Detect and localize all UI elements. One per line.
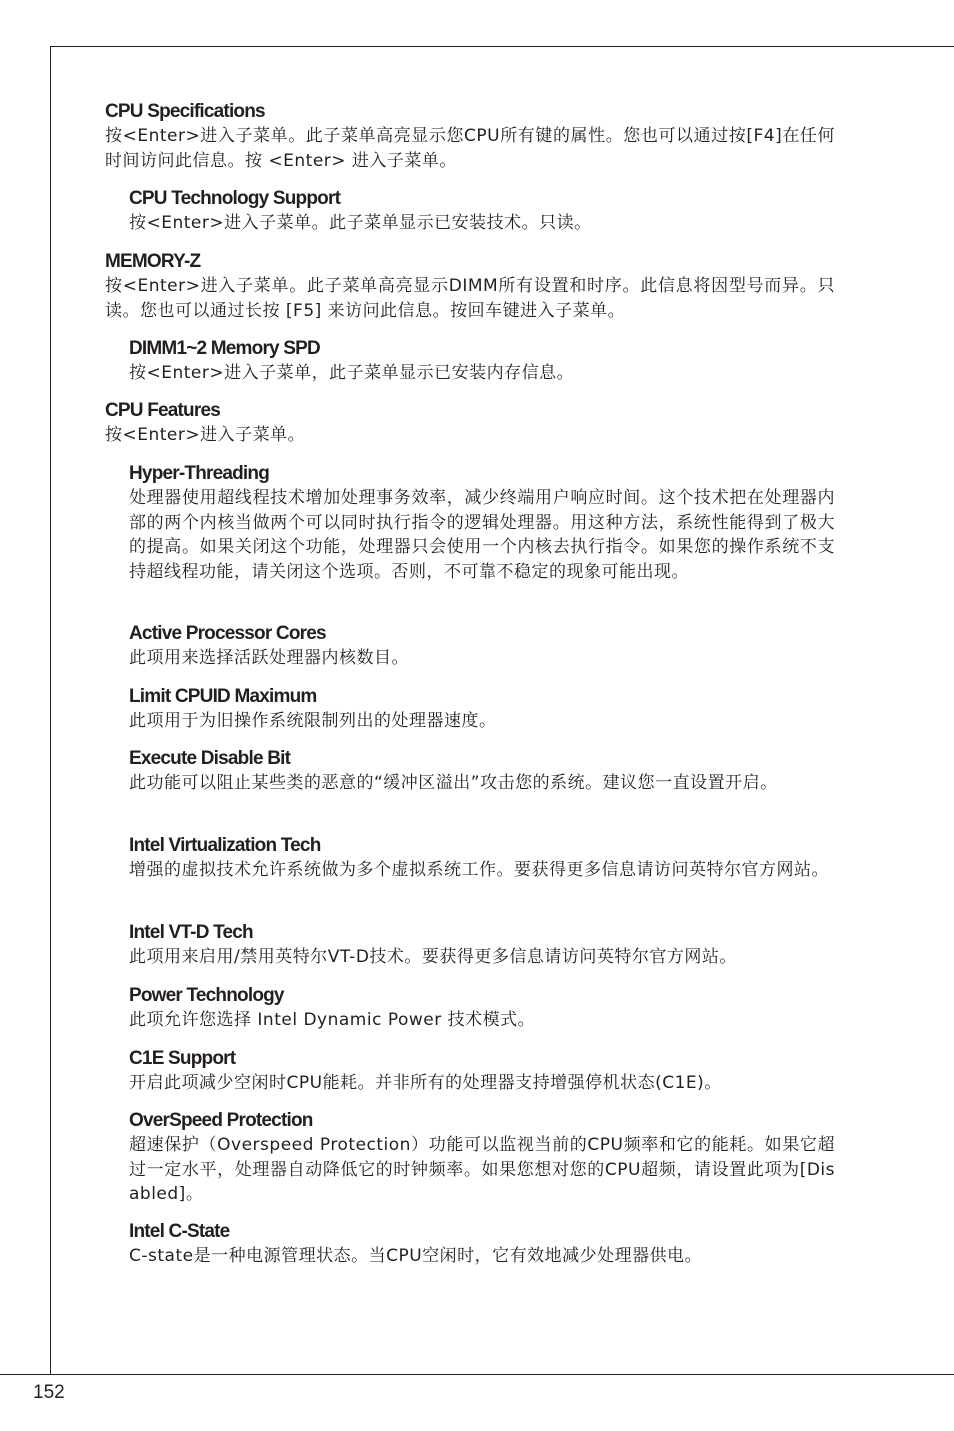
page-frame-bottom-rule	[0, 1374, 954, 1375]
section-heading: DIMM1~2 Memory SPD	[129, 338, 320, 359]
section-limit-cpuid-maximum	[129, 685, 835, 734]
section-heading: Power Technology	[129, 985, 284, 1006]
section-body: C-state是一种电源管理状态。当CPU空闲时，它有效地减少处理器供电。	[129, 1246, 703, 1266]
section-body: 开启此项减少空闲时CPU能耗。并非所有的处理器支持增强停机状态(C1E)。	[129, 1073, 722, 1093]
page-frame-top-rule	[50, 46, 954, 47]
section-heading: C1E Support	[129, 1048, 236, 1069]
section-body: 此项用于为旧操作系统限制列出的处理器速度。	[129, 711, 497, 731]
section-body: 按<Enter>进入子菜单。	[105, 425, 306, 445]
section-heading: CPU Features	[105, 400, 220, 421]
section-cpu-technology-support	[129, 187, 835, 236]
section-heading: Active Processor Cores	[129, 623, 326, 644]
section-power-technology	[129, 984, 835, 1033]
section-body: 增强的虚拟技术允许系统做为多个虚拟系统工作。要获得更多信息请访问英特尔官方网站。	[129, 860, 829, 880]
section-body: 按<Enter>进入子菜单。此子菜单高亮显示您CPU所有键的属性。您也可以通过按[F4]在任何时间访问此信息。按 <Enter> 进入子菜单。	[105, 126, 835, 171]
section-body: 此项用来选择活跃处理器内核数目。	[129, 648, 409, 668]
section-overspeed-protection	[129, 1109, 835, 1207]
section-heading: Intel VT-D Tech	[129, 922, 253, 943]
section-heading: CPU Specifications	[105, 101, 265, 122]
section-body: 处理器使用超线程技术增加处理事务效率，减少终端用户响应时间。这个技术把在处理器内部的两个内核当做两个可以同时执行指令的逻辑处理器。用这种方法，系统性能得到了极大的提高。如果关闭这个功能，处理器只会使用一个内核去执行指令。如果您的操作系统不支持超线程功能，请关闭这个选项。否则，不可靠不稳定的现象可能出现。	[129, 488, 835, 582]
section-dimm-memory-spd	[129, 337, 835, 386]
section-cpu-specifications	[105, 100, 835, 173]
section-body: 超速保护（Overspeed Protection）功能可以监视当前的CPU频率和它的能耗。如果它超过一定水平，处理器自动降低它的时钟频率。如果您想对您的CPU超频，请设置此项为[Disabled]。	[129, 1135, 835, 1204]
section-body: 此项用来启用/禁用英特尔VT-D技术。要获得更多信息请访问英特尔官方网站。	[129, 947, 737, 967]
page-frame-left-rule	[50, 46, 51, 1375]
section-heading: Execute Disable Bit	[129, 748, 291, 769]
section-intel-vt-d-tech	[129, 921, 835, 970]
page-number: 152	[33, 1382, 65, 1403]
section-intel-c-state	[129, 1220, 835, 1269]
section-heading: OverSpeed Protection	[129, 1110, 313, 1131]
section-body: 按<Enter>进入子菜单。此子菜单显示已安装技术。只读。	[129, 213, 592, 233]
section-body: 按<Enter>进入子菜单，此子菜单显示已安装内存信息。	[129, 363, 575, 383]
section-heading: CPU Technology Support	[129, 188, 341, 209]
section-body: 此功能可以阻止某些类的恶意的“缓冲区溢出”攻击您的系统。建议您一直设置开启。	[129, 773, 778, 793]
section-heading: Intel C-State	[129, 1221, 230, 1242]
section-body: 按<Enter>进入子菜单。此子菜单高亮显示DIMM所有设置和时序。此信息将因型号而异。只读。您也可以通过长按 [F5] 来访问此信息。按回车键进入子菜单。	[105, 276, 835, 321]
section-heading: Limit CPUID Maximum	[129, 686, 317, 707]
section-heading: MEMORY-Z	[105, 251, 201, 272]
section-hyper-threading	[129, 462, 835, 584]
section-heading: Hyper-Threading	[129, 463, 270, 484]
section-c1e-support	[129, 1047, 835, 1096]
section-body: 此项允许您选择 Intel Dynamic Power 技术模式。	[129, 1010, 536, 1030]
section-heading: Intel Virtualization Tech	[129, 835, 321, 856]
section-intel-virtualization-tech	[129, 834, 835, 883]
section-execute-disable-bit	[129, 747, 835, 796]
section-cpu-features	[105, 399, 835, 448]
section-active-processor-cores	[129, 622, 835, 671]
section-memory-z	[105, 250, 835, 323]
